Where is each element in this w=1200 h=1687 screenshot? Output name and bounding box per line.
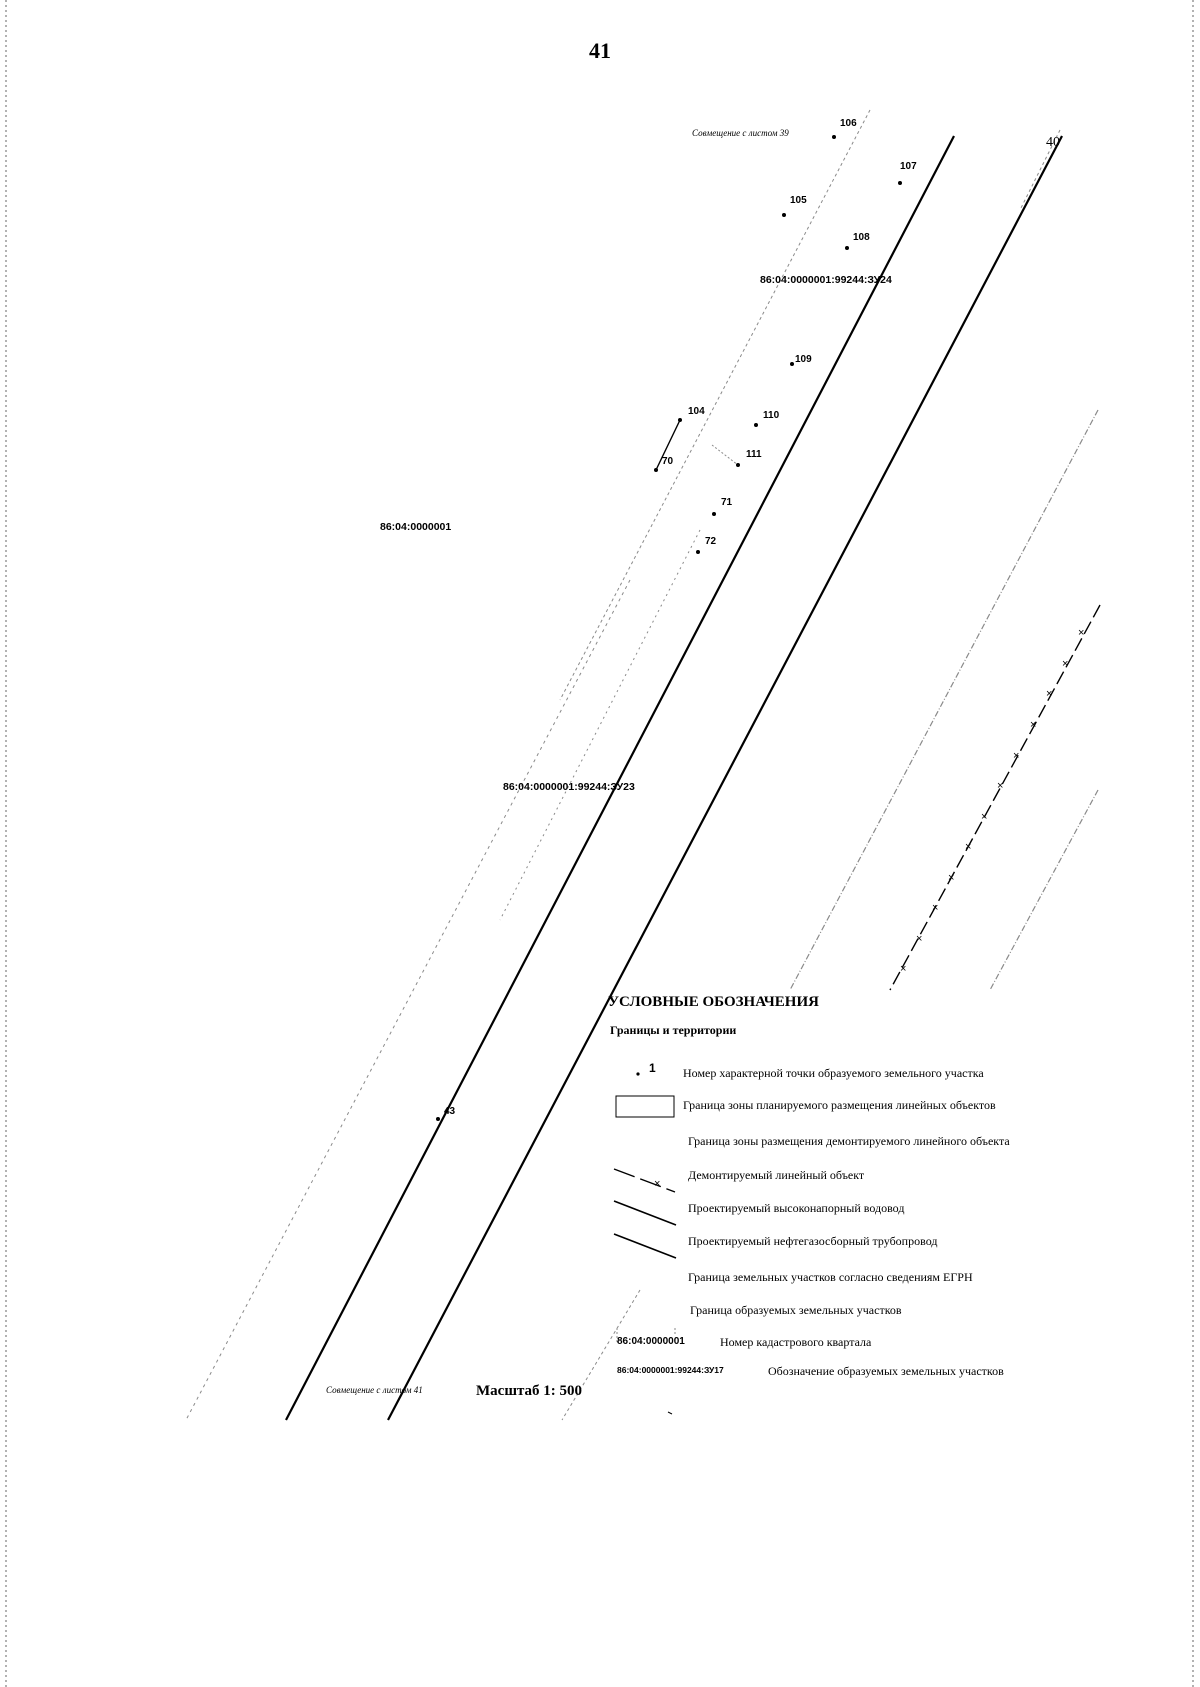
point-label: 70	[662, 456, 674, 467]
legend-subtitle: Границы и территории	[610, 1023, 737, 1037]
parcel-label-zu24: 86:04:0000001:99244:ЗУ24	[760, 274, 892, 286]
legend-title: УСЛОВНЫЕ ОБОЗНАЧЕНИЯ	[608, 994, 819, 1010]
point-label: 72	[705, 536, 717, 547]
projected-oil-gas-pipeline	[388, 136, 1062, 1420]
legend-point-number-sample: 1	[649, 1061, 656, 1075]
legend-item-oil-gas-pipeline: Проектируемый нефтегазосборный трубопровод	[688, 1234, 938, 1248]
svg-text:×: ×	[1046, 688, 1053, 700]
svg-text:×: ×	[916, 933, 923, 945]
dismantled-x-marks	[900, 627, 1084, 975]
legend-item-formed-parcels: Граница образуемых земельных участков	[690, 1303, 902, 1317]
svg-text:×: ×	[932, 902, 939, 914]
svg-text:×: ×	[1030, 719, 1037, 731]
legend-item-point-number: Номер характерной точки образуемого земельного участка	[683, 1066, 984, 1080]
svg-text:×: ×	[948, 872, 955, 884]
point-label: 105	[790, 195, 807, 206]
cadastral-quarter-label: 86:04:0000001	[380, 521, 452, 533]
planned-zone-boundary	[560, 110, 870, 700]
point-label: 109	[795, 354, 812, 365]
legend-item-parcel-designation: Обозначение образуемых земельных участков	[768, 1364, 1004, 1378]
legend-dismantled-x: ×	[654, 1178, 661, 1190]
legend-item-water-pipeline: Проектируемый высоконапорный водовод	[688, 1201, 905, 1215]
point-label: 111	[746, 449, 762, 460]
point-label: 106	[840, 118, 857, 129]
legend-item-dismantled-object: Демонтируемый линейный объект	[688, 1168, 865, 1182]
svg-text:×: ×	[1078, 627, 1085, 639]
svg-text:×: ×	[981, 811, 988, 823]
planned-zone-boundary	[562, 1290, 640, 1420]
parcel-label-zu23: 86:04:0000001:99244:ЗУ23	[503, 781, 635, 793]
point-label: 108	[853, 232, 870, 243]
legend-item-planned-zone: Граница зоны планируемого размещения линейных объектов	[683, 1098, 996, 1112]
point-label: 104	[688, 406, 705, 417]
point-label: 107	[900, 161, 917, 172]
parcel-boundary-segment	[712, 445, 738, 465]
dismantled-zone-boundary	[790, 410, 1098, 990]
svg-text:×: ×	[1013, 750, 1020, 762]
point-label: 71	[721, 497, 733, 508]
point-label: 110	[763, 410, 780, 421]
planned-zone-boundary	[186, 580, 630, 1420]
map-scale: Масштаб 1: 500	[476, 1383, 583, 1399]
legend-item-quarter-number: Номер кадастрового квартала	[720, 1335, 872, 1349]
planned-zone-boundary	[500, 530, 700, 920]
sheet-ref-right: 40	[1046, 135, 1060, 150]
legend-item-dismantled-zone: Граница зоны размещения демонтируемого линейного объекта	[688, 1134, 1010, 1148]
svg-text:×: ×	[997, 780, 1004, 792]
sheet-ref-top: Совмещение с листом 39	[692, 128, 789, 138]
projected-water-pipeline	[286, 136, 954, 1420]
page-number: 41	[589, 38, 611, 63]
legend-item-egrn-boundary: Граница земельных участков согласно сведениям ЕГРН	[688, 1270, 973, 1284]
svg-text:×: ×	[900, 963, 907, 975]
legend-sample-parcel: 86:04:0000001:99244:ЗУ17	[617, 1365, 724, 1375]
legend-sample-quarter: 86:04:0000001	[617, 1336, 685, 1347]
sheet-ref-bottom: Совмещение с листом 41	[326, 1385, 423, 1395]
svg-text:×: ×	[1062, 658, 1069, 670]
legend-symbols	[614, 1072, 676, 1414]
dismantled-zone-boundary	[990, 790, 1098, 990]
svg-text:×: ×	[965, 841, 972, 853]
point-label: 43	[444, 1106, 456, 1117]
